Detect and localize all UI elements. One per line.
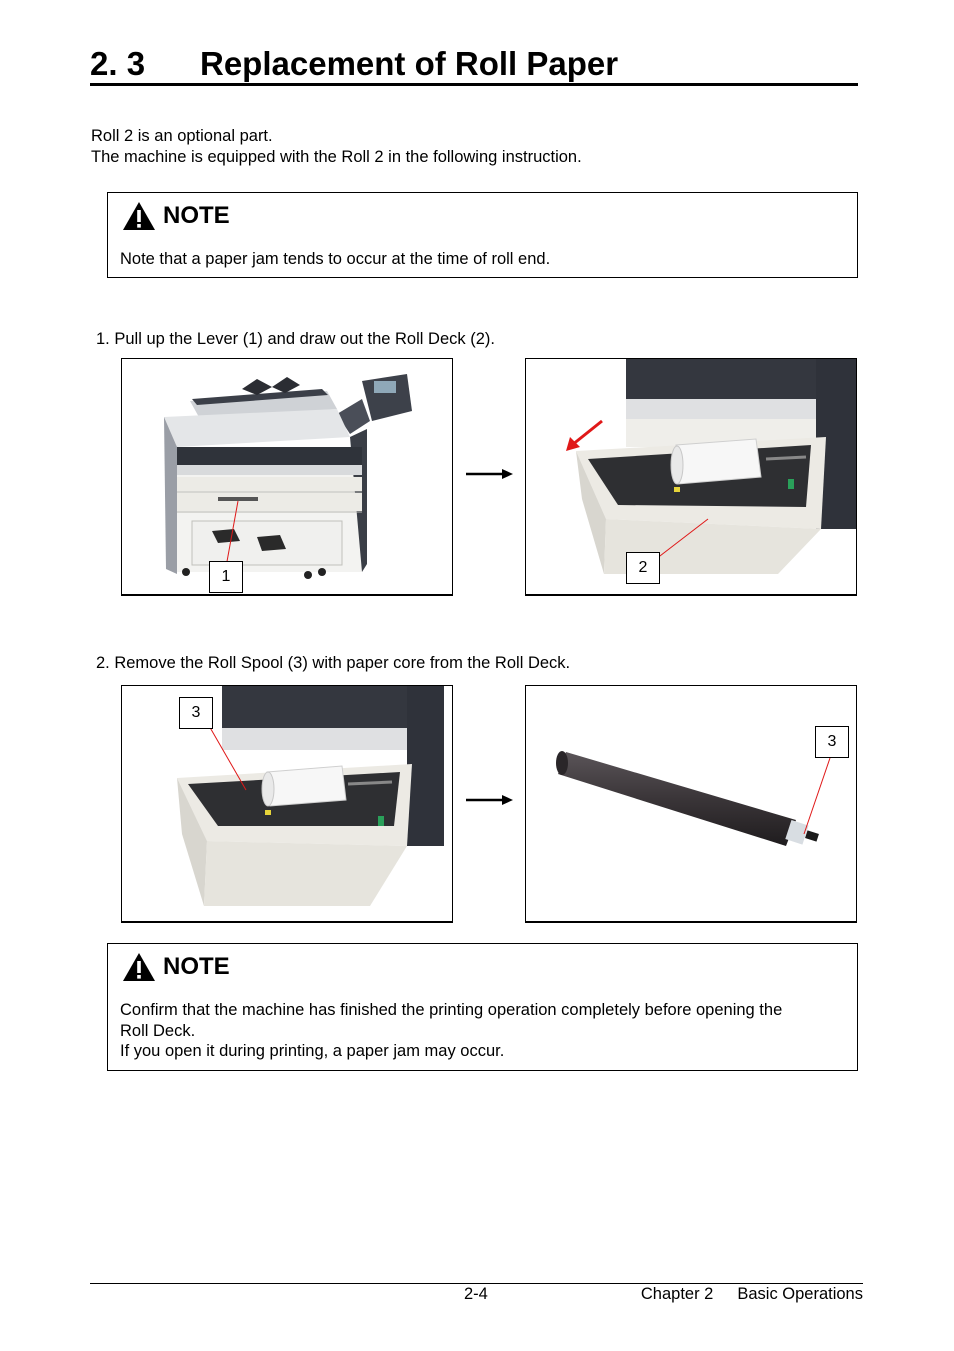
section-title: Replacement of Roll Paper — [200, 45, 619, 82]
step-2-text: 2. Remove the Roll Spool (3) with paper core from the Roll Deck. — [96, 654, 571, 672]
intro-line-2: The machine is equipped with the Roll 2 in the following instruction. — [91, 147, 582, 166]
warning-icon — [122, 201, 156, 231]
footer-divider — [90, 1283, 863, 1284]
callout-3-left: 3 — [179, 697, 213, 729]
machine-photo — [121, 358, 453, 596]
note-header — [122, 201, 230, 231]
note-label: NOTE — [163, 953, 230, 980]
chapter-label: Chapter 2 — [640, 1285, 714, 1303]
note-line-2: Roll Deck. — [120, 1021, 196, 1040]
warning-icon — [122, 952, 156, 982]
note-box-2 — [107, 943, 858, 1071]
note-line-1: Confirm that the machine has finished the printing operation completely before opening the — [120, 1001, 783, 1019]
roll-spool-photo — [525, 685, 857, 923]
note-label: NOTE — [163, 202, 230, 229]
callout-3-right: 3 — [815, 726, 849, 758]
callout-1: 1 — [209, 561, 243, 593]
note-box-1 — [107, 192, 858, 278]
intro-line-1: Roll 2 is an optional part. — [91, 127, 273, 145]
roll-spool-in-deck-photo — [121, 685, 453, 923]
note-header — [122, 952, 230, 982]
right-arrow-icon — [466, 794, 514, 806]
step-1-text: 1. Pull up the Lever (1) and draw out the Roll Deck (2). — [96, 330, 495, 348]
note-text — [120, 1000, 837, 1062]
intro-text — [91, 126, 582, 167]
right-arrow-icon — [466, 468, 514, 480]
footer-chapter — [641, 1285, 863, 1304]
section-heading — [90, 44, 858, 86]
note-text: Note that a paper jam tends to occur at the time of roll end. — [120, 250, 551, 268]
roll-deck-photo — [525, 358, 857, 596]
callout-2: 2 — [626, 552, 660, 584]
note-line-3: If you open it during printing, a paper jam may occur. — [120, 1042, 505, 1060]
section-number: 2. 3 — [90, 45, 146, 82]
chapter-title: Basic Operations — [737, 1285, 863, 1303]
page-number: 2-4 — [464, 1285, 488, 1303]
